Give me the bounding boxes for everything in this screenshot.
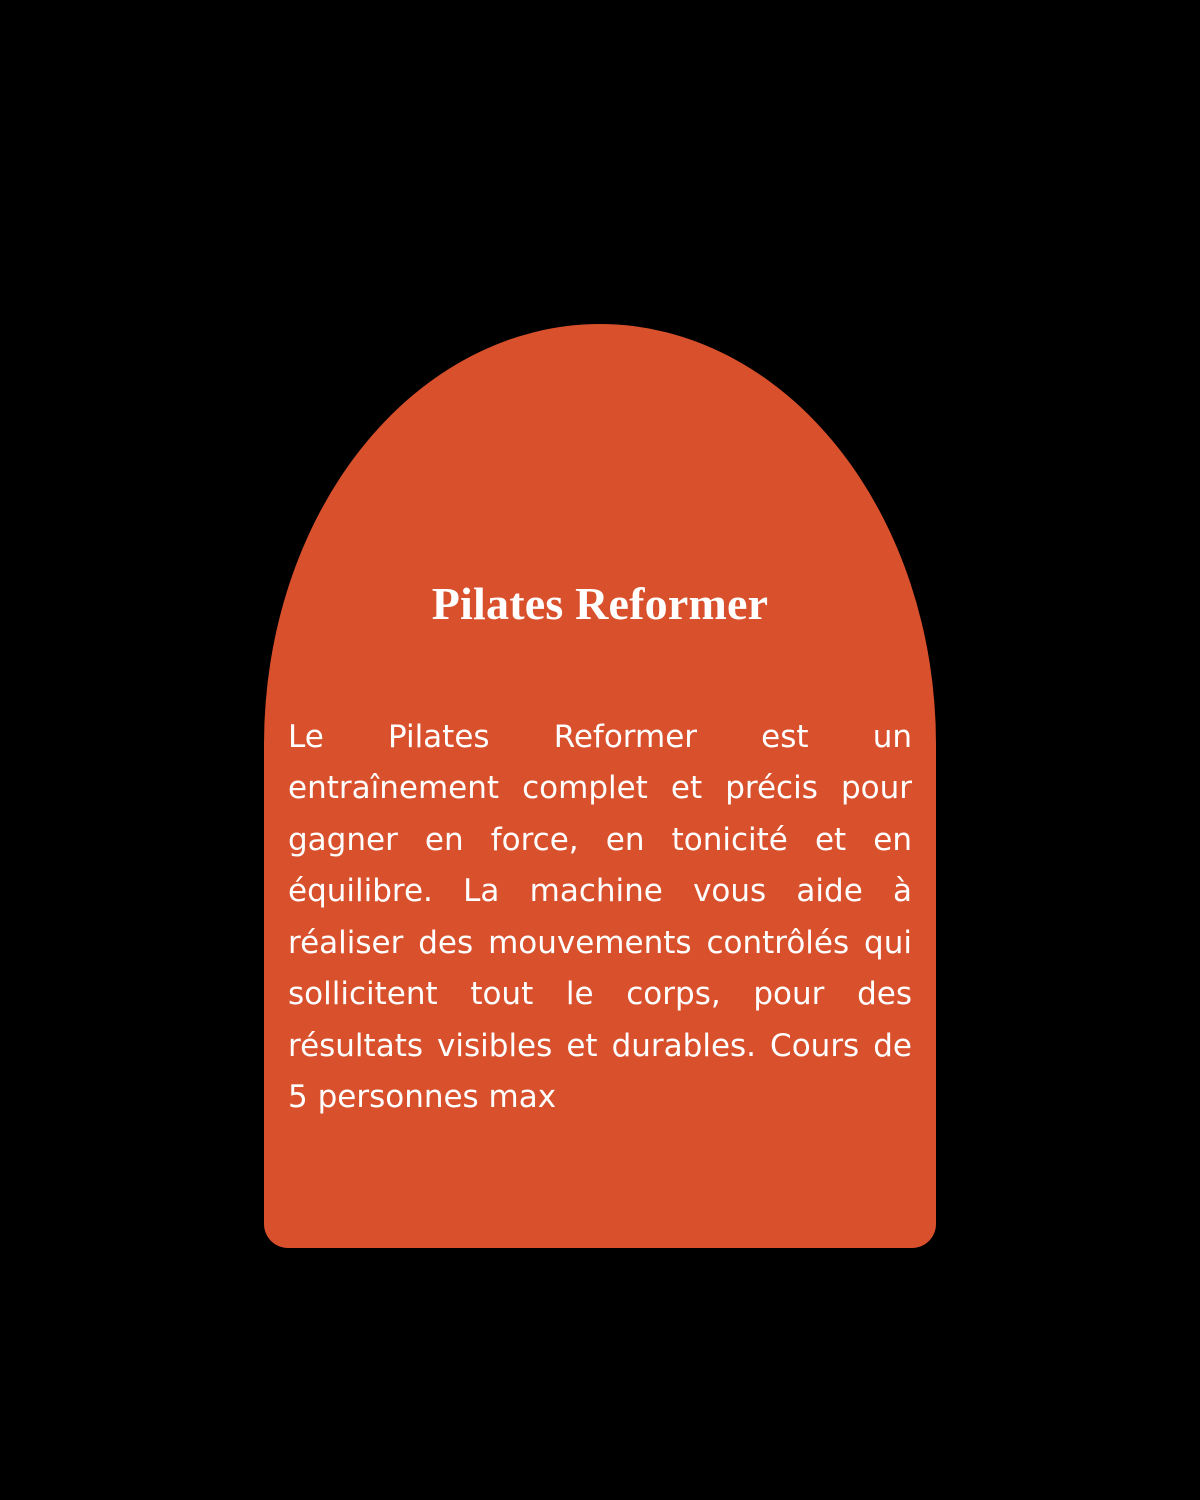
pilates-reformer-card <box>264 324 936 1248</box>
card-description: Le Pilates Reformer est un entraînement complet et précis pour gagner en force, en tonicité et en équilibre. La machine vous aide à réaliser des mouvements contrôlés qui sollicitent tout le corps, pour des résultats visibles et durables. Cours de 5 personnes max <box>288 719 912 1116</box>
card-title: Pilates Reformer <box>431 578 769 629</box>
